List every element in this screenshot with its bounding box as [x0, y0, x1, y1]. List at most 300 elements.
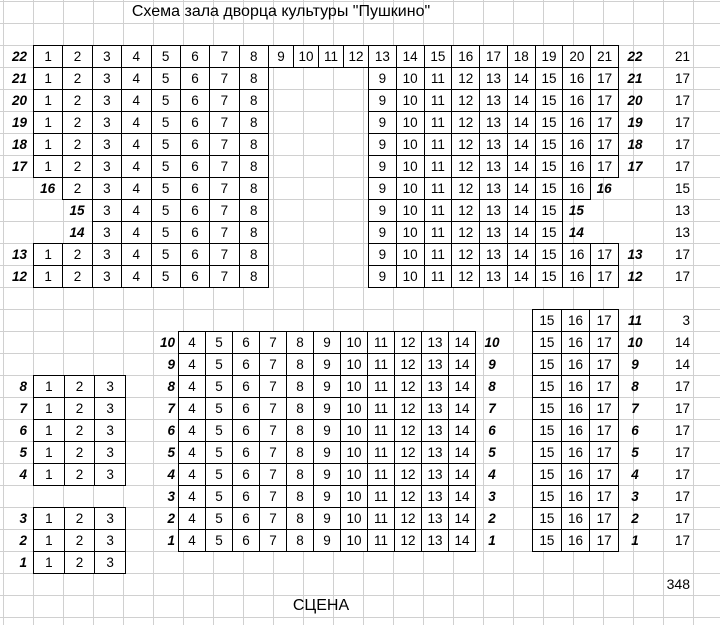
seat-cell[interactable]: 17 [590, 265, 619, 288]
seat-cell[interactable]: 10 [396, 265, 425, 288]
seat-cell[interactable]: 13 [479, 243, 508, 266]
seat-cell[interactable]: 6 [180, 67, 210, 90]
seat-cell[interactable]: 15 [535, 221, 564, 244]
seat-cell[interactable]: 4 [178, 507, 206, 530]
seat-cell[interactable]: 5 [151, 111, 181, 134]
seat-cell[interactable]: 3 [92, 199, 122, 222]
seat-cell[interactable]: 1 [33, 507, 65, 530]
seat-cell[interactable]: 8 [239, 199, 269, 222]
seat-cell[interactable]: 1 [33, 419, 65, 442]
seat-cell[interactable]: 10 [396, 89, 425, 112]
seat-cell[interactable]: 15 [532, 309, 562, 332]
seat-cell[interactable]: 2 [62, 155, 92, 178]
seat-cell[interactable]: 4 [178, 419, 206, 442]
seat-cell[interactable]: 6 [180, 177, 210, 200]
seat-cell[interactable]: 12 [394, 463, 422, 486]
seat-cell[interactable]: 16 [561, 529, 591, 552]
seat-cell[interactable]: 9 [368, 155, 397, 178]
seat-cell[interactable]: 2 [62, 265, 92, 288]
seat-cell[interactable]: 5 [205, 485, 233, 508]
seat-cell[interactable]: 13 [421, 463, 449, 486]
seat-cell[interactable]: 5 [151, 221, 181, 244]
seat-cell[interactable]: 5 [151, 155, 181, 178]
seat-cell[interactable]: 13 [368, 45, 397, 68]
seat-cell[interactable]: 15 [535, 89, 564, 112]
seat-cell[interactable]: 2 [62, 89, 92, 112]
seat-cell[interactable]: 1 [33, 111, 63, 134]
seat-cell[interactable]: 2 [64, 507, 96, 530]
seat-cell[interactable]: 9 [368, 89, 397, 112]
seat-cell[interactable]: 10 [340, 397, 368, 420]
seat-cell[interactable]: 10 [396, 155, 425, 178]
seat-cell[interactable]: 12 [394, 353, 422, 376]
seat-cell[interactable]: 1 [33, 463, 65, 486]
seat-cell[interactable]: 4 [121, 155, 151, 178]
seat-cell[interactable]: 11 [424, 265, 453, 288]
seat-cell[interactable]: 2 [62, 243, 92, 266]
seat-cell[interactable]: 4 [178, 529, 206, 552]
seat-cell[interactable]: 6 [232, 529, 260, 552]
seat-cell[interactable]: 13 [479, 155, 508, 178]
seat-cell[interactable]: 4 [178, 397, 206, 420]
seat-cell[interactable]: 7 [259, 441, 287, 464]
seat-cell[interactable]: 17 [590, 155, 619, 178]
seat-cell[interactable]: 10 [340, 529, 368, 552]
seat-cell[interactable]: 17 [590, 111, 619, 134]
seat-cell[interactable]: 4 [178, 353, 206, 376]
seat-cell[interactable]: 1 [33, 265, 63, 288]
seat-cell[interactable]: 12 [394, 485, 422, 508]
seat-cell[interactable]: 5 [151, 199, 181, 222]
seat-cell[interactable]: 6 [232, 419, 260, 442]
seat-cell[interactable]: 9 [313, 507, 341, 530]
seat-cell[interactable]: 8 [239, 89, 269, 112]
seat-cell[interactable]: 13 [421, 507, 449, 530]
seat-cell[interactable]: 3 [94, 529, 126, 552]
seat-cell[interactable]: 12 [451, 155, 480, 178]
seat-cell[interactable]: 16 [562, 111, 591, 134]
seat-cell[interactable]: 15 [535, 67, 564, 90]
seat-cell[interactable]: 14 [448, 375, 476, 398]
seat-cell[interactable]: 7 [259, 331, 287, 354]
seat-cell[interactable]: 4 [121, 199, 151, 222]
seat-cell[interactable]: 7 [209, 199, 239, 222]
seat-cell[interactable]: 11 [367, 507, 395, 530]
seat-cell[interactable]: 11 [367, 485, 395, 508]
seat-cell[interactable]: 16 [451, 45, 480, 68]
seat-cell[interactable]: 6 [180, 89, 210, 112]
seat-cell[interactable]: 6 [180, 111, 210, 134]
seat-cell[interactable]: 3 [92, 177, 122, 200]
seat-cell[interactable]: 6 [232, 507, 260, 530]
seat-cell[interactable]: 15 [532, 353, 562, 376]
seat-cell[interactable]: 10 [340, 507, 368, 530]
seat-cell[interactable]: 13 [421, 353, 449, 376]
seat-cell[interactable]: 13 [479, 133, 508, 156]
seat-cell[interactable]: 8 [239, 111, 269, 134]
seat-cell[interactable]: 10 [396, 67, 425, 90]
seat-cell[interactable]: 4 [121, 89, 151, 112]
seat-cell[interactable]: 8 [239, 67, 269, 90]
seat-cell[interactable]: 11 [424, 67, 453, 90]
seat-cell[interactable]: 9 [313, 353, 341, 376]
seat-cell[interactable]: 11 [424, 243, 453, 266]
seat-cell[interactable]: 16 [561, 507, 591, 530]
seat-cell[interactable]: 10 [293, 45, 319, 68]
seat-cell[interactable]: 14 [396, 45, 425, 68]
seat-cell[interactable]: 4 [121, 45, 151, 68]
seat-cell[interactable]: 11 [424, 177, 453, 200]
seat-cell[interactable]: 9 [313, 529, 341, 552]
seat-cell[interactable]: 12 [451, 67, 480, 90]
seat-cell[interactable]: 11 [367, 463, 395, 486]
seat-cell[interactable]: 17 [589, 397, 619, 420]
seat-cell[interactable]: 9 [368, 111, 397, 134]
seat-cell[interactable]: 12 [394, 507, 422, 530]
seat-cell[interactable]: 2 [62, 111, 92, 134]
seat-cell[interactable]: 2 [62, 67, 92, 90]
seat-cell[interactable]: 11 [367, 529, 395, 552]
seat-cell[interactable]: 9 [368, 199, 397, 222]
seat-cell[interactable]: 13 [479, 89, 508, 112]
seat-cell[interactable]: 14 [507, 199, 536, 222]
seat-cell[interactable]: 4 [178, 331, 206, 354]
seat-cell[interactable]: 15 [535, 133, 564, 156]
seat-cell[interactable]: 9 [313, 441, 341, 464]
seat-cell[interactable]: 3 [94, 551, 126, 574]
seat-cell[interactable]: 15 [532, 441, 562, 464]
seat-cell[interactable]: 12 [451, 265, 480, 288]
seat-cell[interactable]: 20 [562, 45, 591, 68]
seat-cell[interactable]: 12 [394, 529, 422, 552]
seat-cell[interactable]: 8 [286, 353, 314, 376]
seat-cell[interactable]: 7 [209, 243, 239, 266]
seat-cell[interactable]: 1 [33, 67, 63, 90]
seat-cell[interactable]: 8 [239, 243, 269, 266]
seat-cell[interactable]: 10 [340, 485, 368, 508]
seat-cell[interactable]: 11 [424, 155, 453, 178]
seat-cell[interactable]: 8 [286, 441, 314, 464]
seat-cell[interactable]: 14 [448, 353, 476, 376]
seat-cell[interactable]: 6 [232, 353, 260, 376]
seat-cell[interactable]: 5 [205, 507, 233, 530]
seat-cell[interactable]: 3 [94, 463, 126, 486]
seat-cell[interactable]: 5 [205, 397, 233, 420]
seat-cell[interactable]: 10 [340, 331, 368, 354]
seat-cell[interactable]: 13 [421, 441, 449, 464]
seat-cell[interactable]: 18 [507, 45, 536, 68]
seat-cell[interactable]: 16 [561, 485, 591, 508]
seat-cell[interactable]: 12 [451, 111, 480, 134]
seat-cell[interactable]: 6 [232, 463, 260, 486]
seat-cell[interactable]: 3 [94, 441, 126, 464]
seat-cell[interactable]: 13 [479, 199, 508, 222]
seat-cell[interactable]: 14 [507, 265, 536, 288]
seat-cell[interactable]: 15 [535, 177, 564, 200]
seat-cell[interactable]: 5 [151, 243, 181, 266]
seat-cell[interactable]: 16 [561, 441, 591, 464]
seat-cell[interactable]: 10 [396, 221, 425, 244]
seat-cell[interactable]: 11 [367, 353, 395, 376]
seat-cell[interactable]: 6 [180, 243, 210, 266]
seat-cell[interactable]: 5 [151, 67, 181, 90]
seat-cell[interactable]: 13 [479, 265, 508, 288]
seat-cell[interactable]: 2 [64, 419, 96, 442]
seat-cell[interactable]: 7 [209, 221, 239, 244]
seat-cell[interactable]: 16 [561, 419, 591, 442]
seat-cell[interactable]: 8 [239, 265, 269, 288]
seat-cell[interactable]: 4 [121, 221, 151, 244]
seat-cell[interactable]: 3 [92, 133, 122, 156]
seat-cell[interactable]: 4 [178, 485, 206, 508]
seat-cell[interactable]: 10 [396, 243, 425, 266]
seat-cell[interactable]: 1 [33, 133, 63, 156]
seat-cell[interactable]: 5 [151, 265, 181, 288]
seat-cell[interactable]: 9 [368, 265, 397, 288]
seat-cell[interactable]: 11 [367, 419, 395, 442]
seat-cell[interactable]: 2 [62, 177, 92, 200]
seat-cell[interactable]: 15 [535, 243, 564, 266]
seat-cell[interactable]: 11 [424, 111, 453, 134]
seat-cell[interactable]: 16 [562, 265, 591, 288]
seat-cell[interactable]: 14 [507, 89, 536, 112]
seat-cell[interactable]: 17 [589, 529, 619, 552]
seat-cell[interactable]: 2 [62, 133, 92, 156]
seat-cell[interactable]: 2 [64, 397, 96, 420]
seat-cell[interactable]: 4 [178, 463, 206, 486]
seat-cell[interactable]: 14 [507, 155, 536, 178]
seat-cell[interactable]: 14 [448, 485, 476, 508]
seat-cell[interactable]: 8 [239, 155, 269, 178]
seat-cell[interactable]: 8 [286, 397, 314, 420]
seat-cell[interactable]: 2 [64, 441, 96, 464]
seat-cell[interactable]: 11 [424, 199, 453, 222]
seat-cell[interactable]: 12 [394, 419, 422, 442]
seat-cell[interactable]: 14 [507, 111, 536, 134]
seat-cell[interactable]: 12 [394, 441, 422, 464]
seat-cell[interactable]: 16 [562, 89, 591, 112]
seat-cell[interactable]: 8 [286, 375, 314, 398]
seat-cell[interactable]: 14 [507, 243, 536, 266]
seat-cell[interactable]: 10 [396, 177, 425, 200]
seat-cell[interactable]: 2 [64, 463, 96, 486]
seat-cell[interactable]: 13 [479, 111, 508, 134]
seat-cell[interactable]: 9 [313, 419, 341, 442]
seat-cell[interactable]: 6 [180, 155, 210, 178]
seat-cell[interactable]: 14 [448, 397, 476, 420]
seat-cell[interactable]: 11 [318, 45, 344, 68]
seat-cell[interactable]: 5 [205, 419, 233, 442]
seat-cell[interactable]: 1 [33, 243, 63, 266]
seat-cell[interactable]: 16 [561, 463, 591, 486]
seat-cell[interactable]: 16 [562, 133, 591, 156]
seat-cell[interactable]: 12 [394, 331, 422, 354]
seat-cell[interactable]: 12 [451, 199, 480, 222]
seat-cell[interactable]: 9 [368, 67, 397, 90]
seat-cell[interactable]: 8 [286, 507, 314, 530]
seat-cell[interactable]: 16 [561, 353, 591, 376]
seat-cell[interactable]: 7 [209, 89, 239, 112]
seat-cell[interactable]: 15 [532, 397, 562, 420]
seat-cell[interactable]: 4 [178, 375, 206, 398]
seat-cell[interactable]: 10 [340, 463, 368, 486]
seat-cell[interactable]: 14 [507, 221, 536, 244]
seat-cell[interactable]: 16 [561, 331, 591, 354]
seat-cell[interactable]: 1 [33, 441, 65, 464]
seat-cell[interactable]: 11 [367, 375, 395, 398]
seat-cell[interactable]: 1 [33, 89, 63, 112]
seat-cell[interactable]: 1 [33, 375, 65, 398]
seat-cell[interactable]: 4 [121, 243, 151, 266]
seat-cell[interactable]: 3 [92, 89, 122, 112]
seat-cell[interactable]: 9 [368, 243, 397, 266]
seat-cell[interactable]: 5 [205, 529, 233, 552]
seat-cell[interactable]: 11 [424, 133, 453, 156]
seat-cell[interactable]: 6 [180, 133, 210, 156]
seat-cell[interactable]: 4 [121, 177, 151, 200]
seat-cell[interactable]: 17 [590, 243, 619, 266]
seat-cell[interactable]: 12 [394, 397, 422, 420]
seat-cell[interactable]: 6 [180, 199, 210, 222]
seat-cell[interactable]: 6 [232, 485, 260, 508]
seat-cell[interactable]: 11 [424, 221, 453, 244]
seat-cell[interactable]: 16 [562, 67, 591, 90]
seat-cell[interactable]: 3 [94, 507, 126, 530]
seat-cell[interactable]: 17 [589, 419, 619, 442]
seat-cell[interactable]: 17 [590, 133, 619, 156]
seat-cell[interactable]: 17 [589, 507, 619, 530]
seat-cell[interactable]: 17 [589, 485, 619, 508]
seat-cell[interactable]: 9 [313, 331, 341, 354]
seat-cell[interactable]: 17 [589, 375, 619, 398]
seat-cell[interactable]: 12 [451, 243, 480, 266]
seat-cell[interactable]: 6 [180, 221, 210, 244]
seat-cell[interactable]: 9 [268, 45, 294, 68]
seat-cell[interactable]: 13 [421, 529, 449, 552]
seat-cell[interactable]: 7 [259, 375, 287, 398]
seat-cell[interactable]: 8 [239, 45, 269, 68]
seat-cell[interactable]: 1 [33, 155, 63, 178]
seat-cell[interactable]: 5 [205, 441, 233, 464]
seat-cell[interactable]: 13 [421, 397, 449, 420]
seat-cell[interactable]: 6 [232, 441, 260, 464]
seat-cell[interactable]: 12 [451, 221, 480, 244]
seat-cell[interactable]: 10 [340, 441, 368, 464]
seat-cell[interactable]: 17 [589, 309, 619, 332]
seat-cell[interactable]: 15 [535, 155, 564, 178]
seat-cell[interactable]: 9 [313, 375, 341, 398]
seat-cell[interactable]: 14 [448, 419, 476, 442]
seat-cell[interactable]: 7 [259, 397, 287, 420]
seat-cell[interactable]: 7 [259, 463, 287, 486]
seat-cell[interactable]: 4 [121, 265, 151, 288]
seat-cell[interactable]: 16 [561, 397, 591, 420]
seat-cell[interactable]: 10 [396, 111, 425, 134]
seat-cell[interactable]: 7 [259, 419, 287, 442]
seat-cell[interactable]: 9 [368, 221, 397, 244]
seat-cell[interactable]: 6 [232, 375, 260, 398]
seat-cell[interactable]: 16 [562, 155, 591, 178]
seat-cell[interactable]: 16 [561, 375, 591, 398]
seat-cell[interactable]: 15 [532, 485, 562, 508]
seat-cell[interactable]: 2 [64, 375, 96, 398]
seat-cell[interactable]: 16 [562, 243, 591, 266]
seat-cell[interactable]: 3 [94, 419, 126, 442]
seat-cell[interactable]: 11 [367, 397, 395, 420]
seat-cell[interactable]: 17 [589, 463, 619, 486]
seat-cell[interactable]: 15 [424, 45, 453, 68]
seat-cell[interactable]: 11 [367, 441, 395, 464]
seat-cell[interactable]: 7 [209, 265, 239, 288]
seat-cell[interactable]: 15 [532, 419, 562, 442]
seat-cell[interactable]: 7 [259, 529, 287, 552]
seat-cell[interactable]: 8 [239, 133, 269, 156]
seat-cell[interactable]: 8 [286, 485, 314, 508]
seat-cell[interactable]: 7 [209, 133, 239, 156]
seat-cell[interactable]: 6 [180, 45, 210, 68]
seat-cell[interactable]: 7 [259, 485, 287, 508]
seat-cell[interactable]: 15 [532, 331, 562, 354]
seat-cell[interactable]: 2 [64, 551, 96, 574]
seat-cell[interactable]: 11 [424, 89, 453, 112]
seat-cell[interactable]: 17 [589, 331, 619, 354]
seat-cell[interactable]: 5 [151, 89, 181, 112]
seat-cell[interactable]: 12 [394, 375, 422, 398]
seat-cell[interactable]: 7 [209, 111, 239, 134]
seat-cell[interactable]: 3 [92, 45, 122, 68]
seat-cell[interactable]: 8 [286, 419, 314, 442]
seat-cell[interactable]: 7 [209, 155, 239, 178]
seat-cell[interactable]: 5 [151, 45, 181, 68]
seat-cell[interactable]: 17 [590, 89, 619, 112]
seat-cell[interactable]: 15 [532, 529, 562, 552]
seat-cell[interactable]: 1 [33, 529, 65, 552]
seat-cell[interactable]: 2 [62, 45, 92, 68]
seat-cell[interactable]: 9 [368, 133, 397, 156]
seat-cell[interactable]: 9 [313, 397, 341, 420]
seat-cell[interactable]: 13 [479, 67, 508, 90]
seat-cell[interactable]: 5 [151, 133, 181, 156]
seat-cell[interactable]: 5 [205, 331, 233, 354]
seat-cell[interactable]: 14 [448, 507, 476, 530]
seat-cell[interactable]: 15 [532, 507, 562, 530]
seat-cell[interactable]: 12 [451, 177, 480, 200]
seat-cell[interactable]: 5 [205, 463, 233, 486]
seat-cell[interactable]: 6 [180, 265, 210, 288]
seat-cell[interactable]: 3 [92, 243, 122, 266]
seat-cell[interactable]: 8 [239, 221, 269, 244]
seat-cell[interactable]: 14 [448, 331, 476, 354]
seat-cell[interactable]: 14 [507, 133, 536, 156]
seat-cell[interactable]: 10 [396, 199, 425, 222]
seat-cell[interactable]: 5 [205, 375, 233, 398]
seat-cell[interactable]: 1 [33, 397, 65, 420]
seat-cell[interactable]: 10 [340, 375, 368, 398]
seat-cell[interactable]: 13 [421, 419, 449, 442]
seat-cell[interactable]: 14 [448, 441, 476, 464]
seat-cell[interactable]: 13 [421, 331, 449, 354]
seat-cell[interactable]: 21 [590, 45, 619, 68]
seat-cell[interactable]: 4 [121, 67, 151, 90]
seat-cell[interactable]: 6 [232, 397, 260, 420]
seat-cell[interactable]: 3 [94, 397, 126, 420]
seat-cell[interactable]: 8 [286, 529, 314, 552]
seat-cell[interactable]: 11 [367, 331, 395, 354]
seat-cell[interactable]: 15 [535, 199, 564, 222]
seat-cell[interactable]: 10 [340, 353, 368, 376]
seat-cell[interactable]: 15 [532, 463, 562, 486]
seat-cell[interactable]: 13 [479, 221, 508, 244]
